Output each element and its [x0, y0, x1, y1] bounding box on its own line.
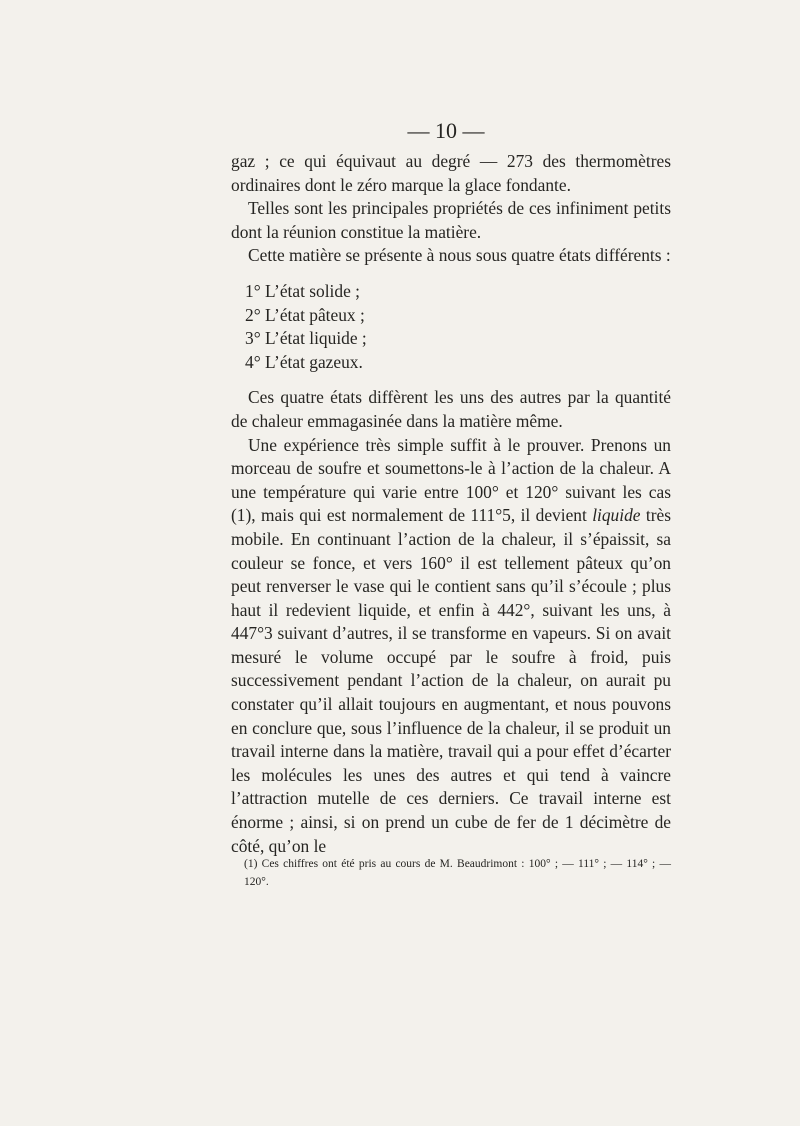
paragraph-3: Cette matière se présente à nous sous quatre états différents :	[248, 245, 671, 266]
state-item-liquid: 3° L’état liquide ;	[245, 328, 367, 349]
paragraph-1: gaz ; ce qui équivaut au degré — 273 des thermomètres ordinaires dont le zéro marque la glace fondante.	[231, 151, 671, 195]
state-item-pasty: 2° L’état pâteux ;	[245, 304, 365, 325]
body-text	[231, 150, 671, 858]
paragraph-5-start: Une expérience très simple suffit à le prouver. Prenons un morceau de soufre et soumettons-le à l’action de la chaleur. A une température qui varie entre 100° et 120° suivant les cas (1), mais qui est normalement de 111°5, il devient	[231, 434, 671, 526]
footnote	[231, 855, 671, 891]
paragraph-5	[231, 434, 671, 859]
paragraph-4: Ces quatre états diffèrent les uns des autres par la quantité de chaleur emmagasinée dans la matière même.	[231, 387, 671, 431]
paragraph-5-end: très mobile. En continuant l’action de la chaleur, il s’épaissit, sa couleur se fonce, et vers 160° il est tellement pâteux qu’on peut renverser le vase qui le contient sans qu’il s’écoule ; plus haut il redevient liquide, et enfin à 442°, suivant les uns, à 447°3 suivant d’autres, il se transforme en vapeurs. Si on avait mesuré le volume occupé par le soufre à froid, puis successivement pendant l’action de la chaleur, on aurait pu constater qu’il allait toujours en augmentant, et nous pouvons en conclure que, sous l’influence de la chaleur, il se produit un travail interne dans la matière, travail qui a pour effet d’écarter les molécules les unes des autres et qui tend à vaincre l’attraction mutelle de ces derniers. Ce travail interne est énorme ; ainsi, si on prend un cube de fer de 1 décimètre de côté, qu’on le	[231, 505, 671, 856]
states-list	[245, 280, 671, 374]
state-item-gaseous: 4° L’état gazeux.	[245, 351, 363, 372]
state-item-solid: 1° L’état solide ;	[245, 280, 360, 301]
italic-liquide: liquide	[592, 505, 641, 526]
page-number: — 10 —	[407, 118, 485, 143]
footnote-text: (1) Ces chiffres ont été pris au cours de M. Beaudrimont : 100° ; — 111° ; — 114° ; — 120°.	[244, 858, 671, 888]
paragraph-2: Telles sont les principales propriétés de ces infiniment petits dont la réunion constitue la matière.	[231, 198, 671, 242]
